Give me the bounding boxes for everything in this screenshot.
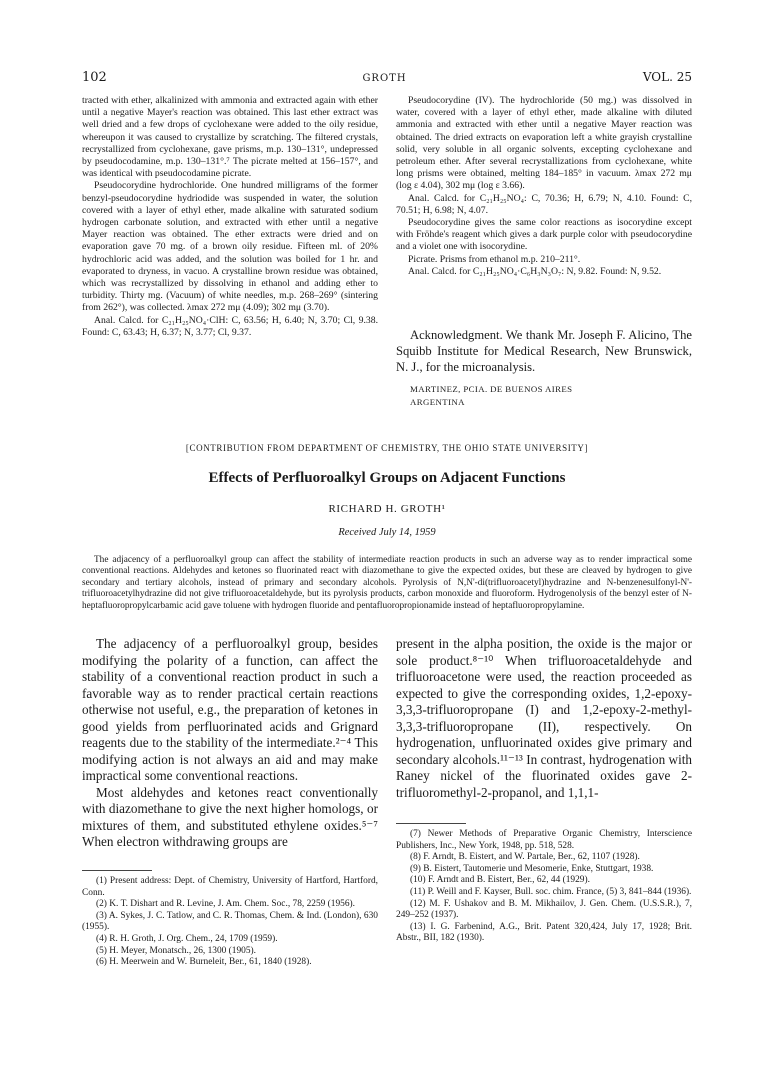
footnote: (4) R. H. Groth, J. Org. Chem., 24, 1709 (1959).: [96, 933, 278, 944]
abstract: [82, 555, 692, 612]
paragraph: Pseudocorydine gives the same color reactions as isocorydine except with Fröhde's reagent which gives a dark purple color with pseudocorydine and a violet one with isocorydine.: [396, 217, 692, 253]
footnotes-right: [396, 829, 692, 945]
paragraph: present in the alpha position, the oxide is the major or sole product.⁸⁻¹⁰ When trifluoroacetaldehyde and trifluoroacetone were used, the reaction proceeded as expected to give the corresponding oxides, 1,2-epoxy-3,3,3-trifluoropropane (I) and 1,2-epoxy-2-methyl-3,3,3-trifluoropropane (II), respectively. On hydrogenation, unfluorinated oxides give primary and secondary alcohols.¹¹⁻¹³ In contrast, hydrogenation with Raney nickel of the fluorinated oxides gave 2-trifluoromethyl-2-propanol, and 1,1,1-: [396, 636, 692, 800]
upper-right-column: [396, 95, 692, 278]
acknowledgment-text: Acknowledgment. We thank Mr. Joseph F. Alicino, The Squibb Institute for Medical Research, New Brunswick, N. J., for the microanalysis.: [396, 328, 692, 374]
footnote: (10) F. Arndt and B. Eistert, Ber., 62, 44 (1929).: [410, 875, 590, 886]
footnote-rule: [82, 870, 152, 871]
body-right-column: [396, 636, 692, 801]
volume-number: VOL. 25: [642, 70, 692, 84]
affiliation-line: ARGENTINA: [410, 397, 465, 407]
footnote: (8) F. Arndt, B. Eistert, and W. Partale, Ber., 62, 1107 (1928).: [410, 852, 640, 863]
paragraph: Pseudocorydine (IV). The hydrochloride (50 mg.) was dissolved in water, covered with a layer of ethyl ether, made alkaline with diluted ammonia and extracted with ether until a negative Mayer reaction was obtained. The dried extracts on evaporation left a white grayish crystalline solid, very soluble in all organic solvents, excepting cyclohexane and petroleum ether. After several recrystallizations from cyclohexane, white long prisms were obtained, melting 184–185° in vacuum. λmax 272 mμ (log ε 4.04), 302 mμ (log ε 3.66).: [396, 95, 692, 192]
footnote: (2) K. T. Dishart and R. Levine, J. Am. Chem. Soc., 78, 2259 (1956).: [96, 899, 355, 910]
received-date: Received July 14, 1959: [338, 527, 436, 538]
abstract-text: The adjacency of a perfluoroalkyl group can affect the stability of intermediate reaction products in such an adverse way as to render impractical some conventional reactions. Aldehydes and ketones so fluorinated react with diazomethane to give the expected oxides, but these are cleaved by hydrogen to give secondary and tertiary alcohols, instead of primary and secondary alcohols. Pyrolysis of N,N'-di(trifluoroacetyl)hydrazine and N-benzenesulfonyl-N'-trifluoroacetylhydrazine did not give trifluoroacetaldehyde, but its pyrolysis products, carbon monoxide and fluoroform. Hydrogenolysis of the benzyl ester of N-heptafluoropropylcarbamic acid gave toluene with hydrogen fluoride and pentafluoropropionamide instead of heptafluoropropylamine.: [82, 555, 692, 611]
acknowledgment: [396, 327, 692, 375]
contribution-line: [CONTRIBUTION FROM DEPARTMENT OF CHEMISTRY, THE OHIO STATE UNIVERSITY]: [185, 443, 589, 453]
article-title: Effects of Perfluoroalkyl Groups on Adjacent Functions: [208, 470, 566, 486]
paragraph: Anal. Calcd. for C₂₁H₂₅NO₄: C, 70.36; H, 6.79; N, 4.10. Found: C, 70.51; H, 6.98; N, 4.07.: [396, 192, 692, 216]
affiliation: [410, 383, 572, 409]
footnote: (13) I. G. Farbenind, A.G., Brit. Patent 320,424, July 17, 1928; Brit. Abstr., BII, 182 (1930).: [396, 921, 692, 944]
upper-left-column: [82, 95, 378, 339]
paragraph: tracted with ether, alkalinized with ammonia and extracted again with ether until a negative Mayer's reaction was obtained. This last ether extract was well dried and a few drops of cyclohexane were added to the oily residue, whereupon it was caused to crystallize by scratching. The filtered crystals, recrystallized from cyclohexane, gave prisms, m.p. 130–131°, undepressed by pseudocodamine, m.p. 130–131°.⁷ The picrate melted at 156–157°, and was identical with pseudocodamine picrate.: [82, 95, 378, 180]
running-title: GROTH: [362, 73, 407, 84]
paragraph: Anal. Calcd. for C₂₁H₂₅NO₄·ClH: C, 63.56; H, 6.40; N, 3.70; Cl, 9.38. Found: C, 63.43; H, 6.37; N, 3.77; Cl, 9.37.: [82, 314, 378, 338]
author: RICHARD H. GROTH¹: [328, 503, 446, 515]
footnotes-left: [82, 876, 378, 969]
footnote: (1) Present address: Dept. of Chemistry, University of Hartford, Hartford, Conn.: [82, 876, 378, 898]
footnote: (9) B. Eistert, Tautomerie und Mesomerie, Enke, Stuttgart, 1938.: [410, 863, 654, 874]
page-number: 102: [82, 70, 107, 85]
affiliation-line: MARTINEZ, PCIA. DE BUENOS AIRES: [410, 384, 573, 394]
footnote-rule: [396, 823, 466, 824]
body-left-column: [82, 636, 378, 851]
footnote: (11) P. Weill and F. Kayser, Bull. soc. chim. France, (5) 3, 841–844 (1936).: [410, 886, 692, 897]
footnote: (5) H. Meyer, Monatsch., 26, 1300 (1905).: [96, 945, 257, 956]
paragraph: The adjacency of a perfluoroalkyl group, besides modifying the polarity of a function, can affect the stability of a conventional reaction product in such a favorable way as to render practical certain reactions otherwise not useful, e.g., the preparation of ketones in good yields from perfluorinated acids and Grignard reagents due to the stability of the intermediate.²⁻⁴ This modifying action is not always an aid and may make impractical some conventional reactions.: [82, 636, 378, 783]
paragraph: Most aldehydes and ketones react conventionally with diazomethane to give the next higher homologs, or mixtures of them, and substituted ethylene oxides.⁵⁻⁷ When electron withdrawing groups are: [82, 784, 378, 849]
paragraph: Picrate. Prisms from ethanol m.p. 210–211°.: [408, 253, 581, 265]
footnote: (6) H. Meerwein and W. Burneleit, Ber., 61, 1840 (1928).: [96, 957, 312, 968]
paragraph: Anal. Calcd. for C₂₁H₂₅NO₄·C₆H₃N₃O₇: N, 9.82. Found: N, 9.52.: [408, 265, 662, 277]
paragraph: Pseudocorydine hydrochloride. One hundred milligrams of the former benzyl-pseudocorydine hydriodide was suspended in water, the solution covered with a layer of ethyl ether, made alkaline with saturated sodium hydrogen carbonate solution, and extracted with ether until a negative Mayer reaction was obtained. The ether extracts were dried and on evaporation gave 70 mg. of a brown oily residue. Fifteen ml. of 20% hydrochloric acid was added, and the solution was boiled for 1 hr. and evaporated to dryness, in vacuo. A crystalline brown residue was obtained, which was recrystallized by dissolving in ethanol and adding ether to turbidity. Thirty mg. (Vacuum) of white needles, m.p. 268–269° (sintering from 262°), was collected. λmax 272 mμ (4.09); 302 mμ (3.70).: [82, 180, 378, 314]
footnote: (12) M. F. Ushakov and B. M. Mikhailov, J. Gen. Chem. (U.S.S.R.), 7, 249–252 (1937).: [396, 898, 692, 921]
footnote: (7) Newer Methods of Preparative Organic Chemistry, Interscience Publishers, Inc., New York, 1948, pp. 518, 528.: [396, 829, 692, 851]
footnote: (3) A. Sykes, J. C. Tatlow, and C. R. Thomas, Chem. & Ind. (London), 630 (1955).: [82, 910, 378, 933]
